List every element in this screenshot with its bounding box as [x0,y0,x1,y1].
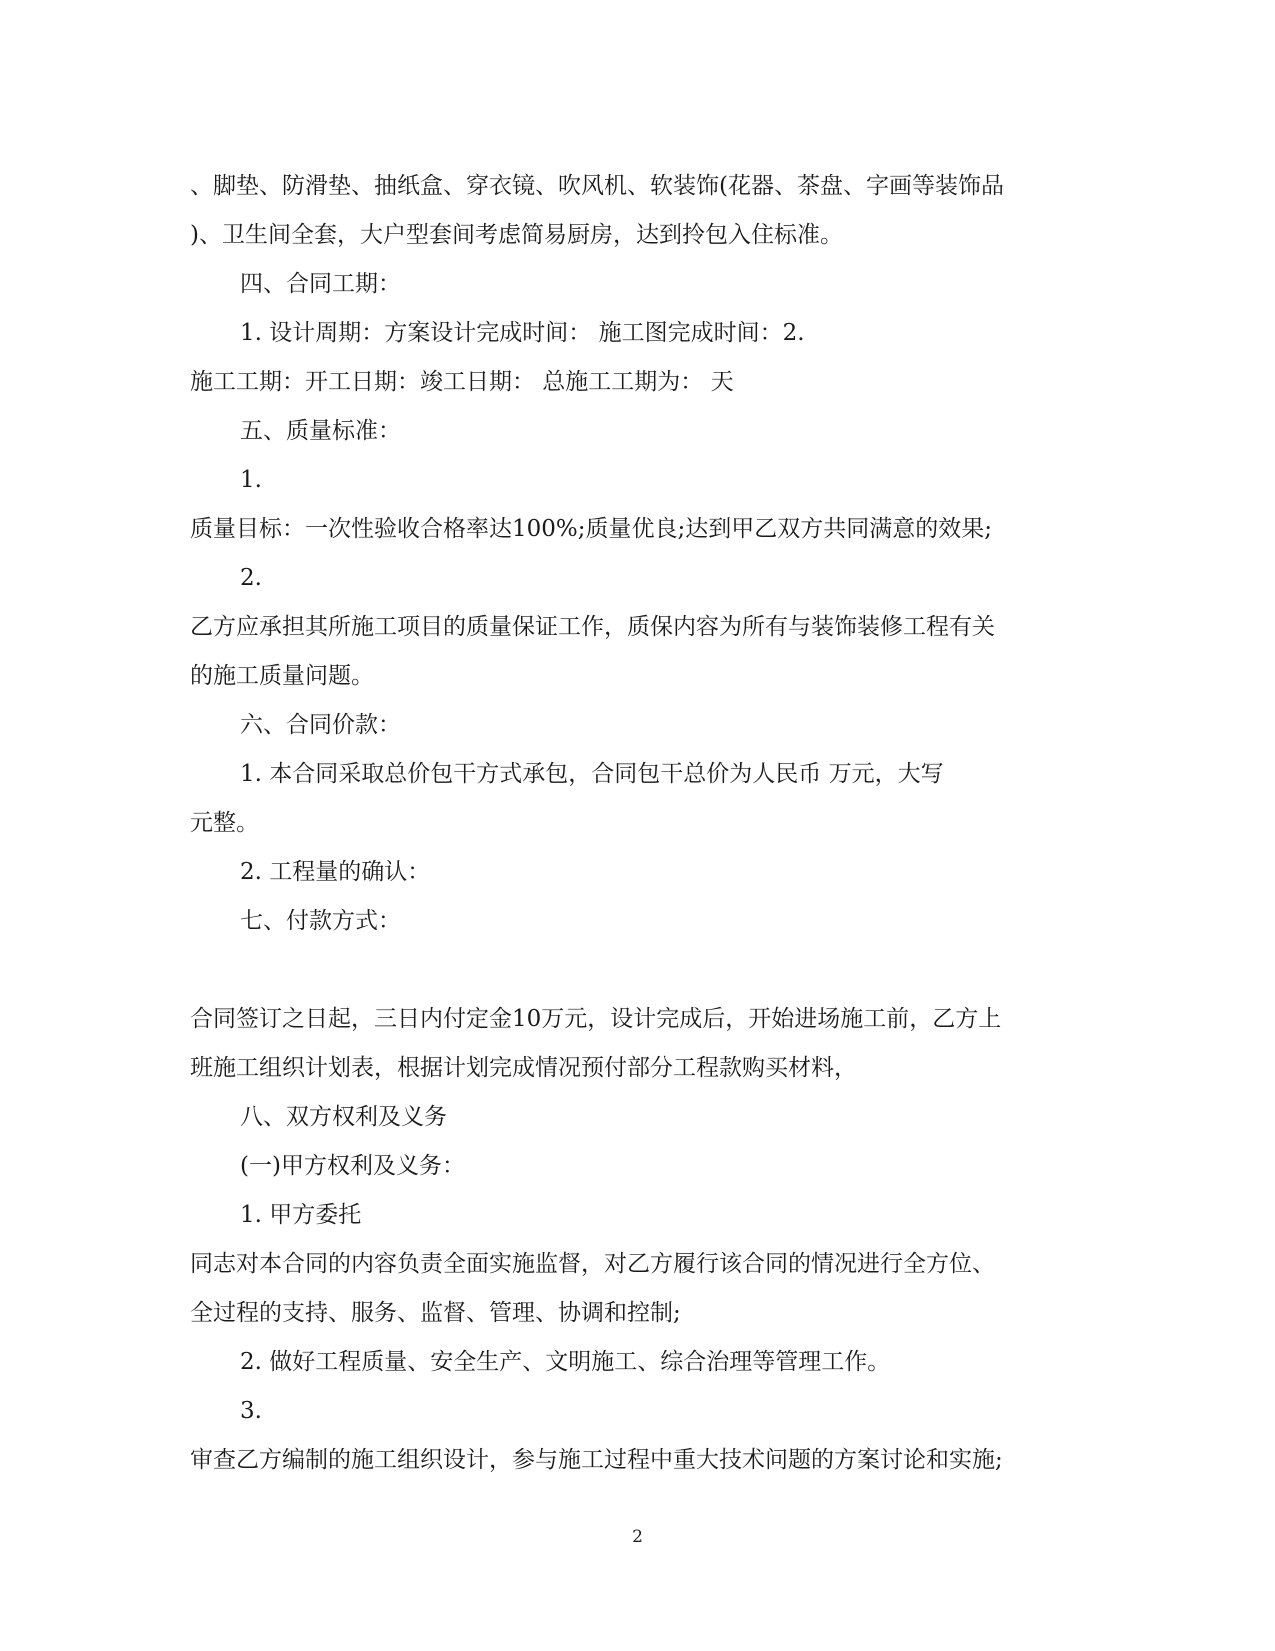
section-heading-quality-standard: 五、质量标准： [240,418,401,444]
list-item: 1. 甲方委托 [240,1202,362,1228]
text-line: 的施工质量问题。 [190,663,374,689]
page-number: 2 [632,1527,643,1547]
text-line: 质量目标：一次性验收合格率达100%;质量优良;达到甲乙双方共同满意的效果; [190,516,993,542]
blank-line [190,946,1090,995]
text-line: 同志对本合同的内容负责全面实施监督，对乙方履行该合同的情况进行全方位、 [190,1251,995,1277]
text-line: 合同签订之日起，三日内付定金10万元，设计完成后，开始进场施工前，乙方上 [190,1006,1002,1032]
text-line: 元整。 [190,810,259,836]
text-line: )、卫生间全套，大户型套间考虑简易厨房，达到拎包入住标准。 [190,222,843,248]
list-item: 2. 做好工程质量、安全生产、文明施工、综合治理等管理工作。 [240,1349,891,1375]
subsection-heading-party-a: (一)甲方权利及义务： [240,1153,465,1179]
document-body [190,162,1090,1485]
text-line: 班施工组织计划表，根据计划完成情况预付部分工程款购买材料， [190,1055,857,1081]
text-line: 审查乙方编制的施工组织设计，参与施工过程中重大技术问题的方案讨论和实施; [190,1447,1003,1473]
list-item: 2. 工程量的确认： [240,859,431,885]
text-line: 、脚垫、防滑垫、抽纸盒、穿衣镜、吹风机、软装饰(花器、茶盘、字画等装饰品 [190,173,1004,199]
section-heading-rights-obligations: 八、双方权利及义务 [240,1104,447,1130]
section-heading-contract-price: 六、合同价款： [240,712,401,738]
text-line: 全过程的支持、服务、监督、管理、协调和控制; [190,1300,681,1326]
text-line: 施工工期：开工日期：竣工日期： 总施工工期为： 天 [190,369,734,395]
text-line: 乙方应承担其所施工项目的质量保证工作，质保内容为所有与装饰装修工程有关 [190,614,995,640]
list-item-number: 3. [240,1398,262,1424]
section-heading-payment-method: 七、付款方式： [240,908,401,934]
list-item: 1. 本合同采取总价包干方式承包，合同包干总价为人民币 万元，大写 [240,761,944,787]
list-item-number: 2. [240,565,262,591]
section-heading-contract-period: 四、合同工期： [240,271,401,297]
list-item: 1. 设计周期：方案设计完成时间： 施工图完成时间：2. [240,320,805,346]
list-item-number: 1. [240,467,262,493]
